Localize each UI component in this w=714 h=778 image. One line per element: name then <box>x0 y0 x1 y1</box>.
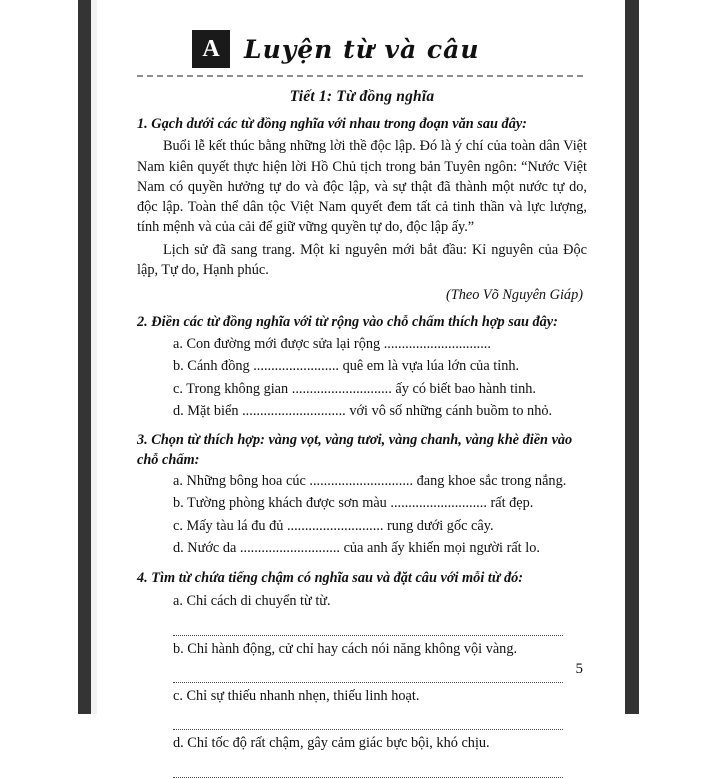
exercise-4-item-a: a. Chỉ cách di chuyển từ từ. <box>173 593 331 610</box>
exercise-3-item-b: b. Tường phòng khách được sơn màu ........................... rất đẹp. <box>173 495 534 512</box>
exercise-2-item-a: a. Con đường mới được sửa lại rộng .............................. <box>173 335 491 352</box>
exercise-3-item-d: d. Nước da ............................ của anh ấy khiến mọi người rất lo. <box>173 540 540 557</box>
exercise-4-item-c: c. Chỉ sự thiếu nhanh nhẹn, thiếu linh hoạt. <box>173 687 420 704</box>
exercise-4-item-b: b. Chỉ hành động, cử chỉ hay cách nói năng không vội vàng. <box>173 640 518 657</box>
exercise-4-answer-line-c[interactable] <box>173 714 563 730</box>
lesson-title: Tiết 1: Từ đồng nghĩa <box>289 88 435 105</box>
exercise-4-answer-line-d[interactable] <box>173 762 563 778</box>
page-right-margin <box>639 0 714 714</box>
page-header <box>137 30 587 68</box>
exercise-2-prompt: 2. Điền các từ đồng nghĩa với từ rộng vào chỗ chấm thích hợp sau đây: <box>137 314 558 331</box>
exercise-2-item-d: d. Mặt biển ............................. với vô số những cánh buồm to nhỏ. <box>173 402 553 419</box>
exercise-1-paragraph-2: Lịch sử đã sang trang. Một kỉ nguyên mới bắt đầu: Kỉ nguyên của Độc lập, Tự do, Hạnh phúc. <box>137 241 587 279</box>
exercise-3-item-c: c. Mấy tàu lá đu đủ ........................... rung dưới gốc cây. <box>173 517 494 534</box>
exercise-3-item-a: a. Những bông hoa cúc ............................. đang khoe sắc trong nắng. <box>173 473 567 490</box>
header-divider <box>137 75 583 77</box>
exercise-1-prompt: 1. Gạch dưới các từ đồng nghĩa với nhau trong đoạn văn sau đây: <box>137 116 527 132</box>
page-title: Luyện từ và câu <box>244 34 480 64</box>
exercise-2-item-b: b. Cánh đồng ........................ quê em là vựa lúa lớn của tỉnh. <box>173 358 520 375</box>
exercise-4-prompt: 4. Tìm từ chứa tiếng chậm có nghĩa sau và đặt câu với mỗi từ đó: <box>137 569 524 586</box>
exercise-1-paragraph-1: Buổi lễ kết thúc bằng những lời thề độc lập. Đó là ý chí của toàn dân Việt Nam kiên quyết thực hiện lời Hồ Chủ tịch trong bản Tuyên ngôn: “Nước Việt Nam có quyền hưởng tự do và độc lập, và sự thật đã thành một nước tự do, độc lập. Toàn thể dân tộc Việt Nam quyết đem tất cả tinh thần và lực lượng, tính mệnh và của cải để giữ vững quyền tự do, độc lập ấy.” <box>137 138 587 236</box>
exercise-3-prompt: 3. Chọn từ thích hợp: vàng vọt, vàng tươi, vàng chanh, vàng khè điền vào chỗ chấm: <box>137 432 573 468</box>
page-content <box>137 30 587 778</box>
exercise-2-item-c: c. Trong không gian ............................ ấy có biết bao hành tinh. <box>173 380 536 397</box>
book-left-edge <box>78 0 91 714</box>
section-badge: A <box>192 30 230 68</box>
exercise-1-attribution: (Theo Võ Nguyên Giáp) <box>446 287 583 304</box>
book-right-edge <box>625 0 639 714</box>
page-number: 5 <box>575 661 583 677</box>
paper-sheet <box>97 0 625 752</box>
exercise-4-item-d: d. Chỉ tốc độ rất chậm, gây cảm giác bực bội, khó chịu. <box>173 735 490 752</box>
page-left-margin <box>0 0 78 714</box>
exercise-4-answer-line-a[interactable] <box>173 620 563 636</box>
exercise-4-answer-line-b[interactable] <box>173 667 563 683</box>
